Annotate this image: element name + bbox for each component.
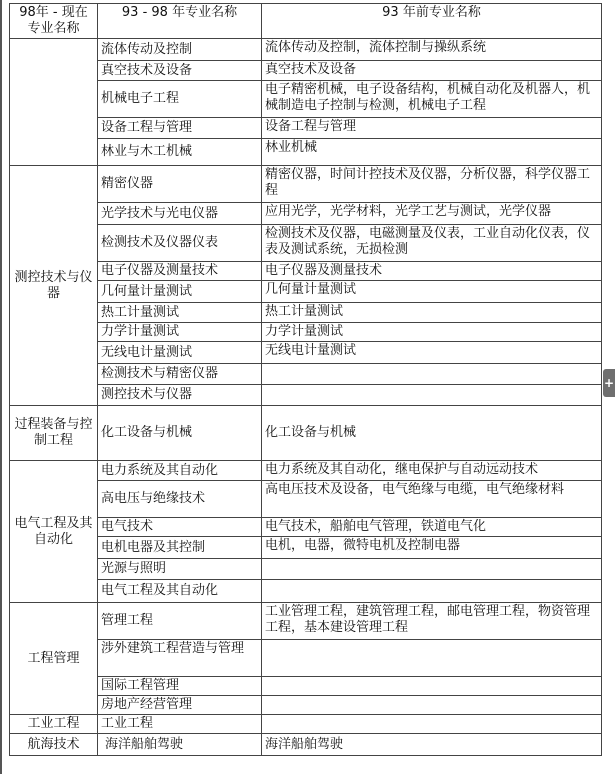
table-row	[10, 166, 602, 203]
table-header-row	[10, 4, 602, 39]
table-row	[10, 118, 602, 139]
mid-cell: 海洋船舶驾驶	[98, 734, 262, 756]
mid-cell: 电气技术	[98, 518, 262, 537]
right-cell	[262, 640, 602, 677]
mid-cell: 设备工程与管理	[98, 118, 262, 139]
mid-cell: 电力系统及其自动化	[98, 461, 262, 481]
right-cell: 电子精密机械，电子设备结构，机械自动化及机器人，机械制造电子控制与检测，机械电子工程	[262, 81, 602, 118]
right-cell: 无线电计量测试	[262, 342, 602, 364]
table-row	[10, 580, 602, 603]
right-cell	[262, 559, 602, 580]
header-pre-93-name: 93 年前专业名称	[262, 4, 602, 39]
mid-cell: 高电压与绝缘技术	[98, 481, 262, 518]
mid-cell: 机械电子工程	[98, 81, 262, 118]
right-cell: 化工设备与机械	[262, 406, 602, 461]
mid-cell: 流体传动及控制	[98, 39, 262, 61]
group-name: 电气工程及其自动化	[10, 461, 98, 603]
table-row	[10, 677, 602, 696]
table-row	[10, 303, 602, 323]
mid-cell: 几何量计量测试	[98, 281, 262, 303]
mid-cell: 无线电计量测试	[98, 342, 262, 364]
right-cell: 海洋船舶驾驶	[262, 734, 602, 756]
table-row	[10, 640, 602, 677]
mid-cell: 测控技术与仪器	[98, 385, 262, 406]
mid-cell: 林业与木工机械	[98, 139, 262, 166]
right-cell: 电子仪器及测量技术	[262, 262, 602, 281]
table-row	[10, 461, 602, 481]
right-cell	[262, 385, 602, 406]
table-row	[10, 203, 602, 225]
table-row	[10, 39, 602, 61]
header-current-name: 98年 - 现在专业名称	[10, 4, 98, 39]
table-row	[10, 281, 602, 303]
mid-cell: 力学计量测试	[98, 323, 262, 342]
mid-cell: 检测技术与精密仪器	[98, 364, 262, 385]
table-row	[10, 734, 602, 756]
right-cell: 检测技术及仪器，电磁测量及仪表，工业自动化仪表，仪表及测试系统，无损检测	[262, 225, 602, 262]
right-cell: 流体传动及控制，流体控制与操纵系统	[262, 39, 602, 61]
table-row	[10, 225, 602, 262]
mid-cell: 工业工程	[98, 715, 262, 734]
mid-cell: 真空技术及设备	[98, 61, 262, 81]
table-row	[10, 715, 602, 734]
group-name	[10, 39, 98, 166]
table-row	[10, 559, 602, 580]
right-cell: 林业机械	[262, 139, 602, 166]
group-name: 工程管理	[10, 603, 98, 715]
right-cell: 真空技术及设备	[262, 61, 602, 81]
right-cell	[262, 364, 602, 385]
mid-cell: 化工设备与机械	[98, 406, 262, 461]
group-name: 工业工程	[10, 715, 98, 734]
right-cell: 电机，电器，微特电机及控制电器	[262, 537, 602, 559]
mid-cell: 电气工程及其自动化	[98, 580, 262, 603]
right-cell: 力学计量测试	[262, 323, 602, 342]
table-row	[10, 603, 602, 640]
right-cell: 电力系统及其自动化，继电保护与自动远动技术	[262, 461, 602, 481]
mid-cell: 热工计量测试	[98, 303, 262, 323]
table-row	[10, 61, 602, 81]
right-cell: 热工计量测试	[262, 303, 602, 323]
table-row	[10, 518, 602, 537]
group-name: 航海技术	[10, 734, 98, 756]
right-cell	[262, 580, 602, 603]
right-cell: 电气技术，船舶电气管理，铁道电气化	[262, 518, 602, 537]
mid-cell: 精密仪器	[98, 166, 262, 203]
right-cell: 应用光学，光学材料，光学工艺与测试，光学仪器	[262, 203, 602, 225]
mid-cell: 电机电器及其控制	[98, 537, 262, 559]
table-row	[10, 481, 602, 518]
mid-cell: 光学技术与光电仪器	[98, 203, 262, 225]
right-cell: 高电压技术及设备，电气绝缘与电缆，电气绝缘材料	[262, 481, 602, 518]
side-expand-tab[interactable]: +	[603, 369, 615, 397]
table-row	[10, 342, 602, 364]
table-row	[10, 406, 602, 461]
table-row	[10, 537, 602, 559]
group-name: 过程装备与控制工程	[10, 406, 98, 461]
mid-cell: 光源与照明	[98, 559, 262, 580]
table-row	[10, 364, 602, 385]
mid-cell: 电子仪器及测量技术	[98, 262, 262, 281]
mid-cell: 检测技术及仪器仪表	[98, 225, 262, 262]
table-row	[10, 262, 602, 281]
table-row	[10, 81, 602, 118]
table-row	[10, 139, 602, 166]
right-cell: 工业管理工程，建筑管理工程，邮电管理工程，物资管理工程，基本建设管理工程	[262, 603, 602, 640]
mid-cell: 房地产经营管理	[98, 696, 262, 715]
major-name-table	[9, 3, 602, 756]
mid-cell: 国际工程管理	[98, 677, 262, 696]
right-cell	[262, 677, 602, 696]
right-cell	[262, 715, 602, 734]
mid-cell: 涉外建筑工程营造与管理	[98, 640, 262, 677]
right-cell: 设备工程与管理	[262, 118, 602, 139]
right-cell: 精密仪器，时间计控技术及仪器，分析仪器，科学仪器工程	[262, 166, 602, 203]
right-cell: 几何量计量测试	[262, 281, 602, 303]
right-cell	[262, 696, 602, 715]
group-name: 测控技术与仪器	[10, 166, 98, 406]
table-row	[10, 323, 602, 342]
table-row	[10, 385, 602, 406]
header-93-98-name: 93 - 98 年专业名称	[98, 4, 262, 39]
mid-cell: 管理工程	[98, 603, 262, 640]
table-row	[10, 696, 602, 715]
